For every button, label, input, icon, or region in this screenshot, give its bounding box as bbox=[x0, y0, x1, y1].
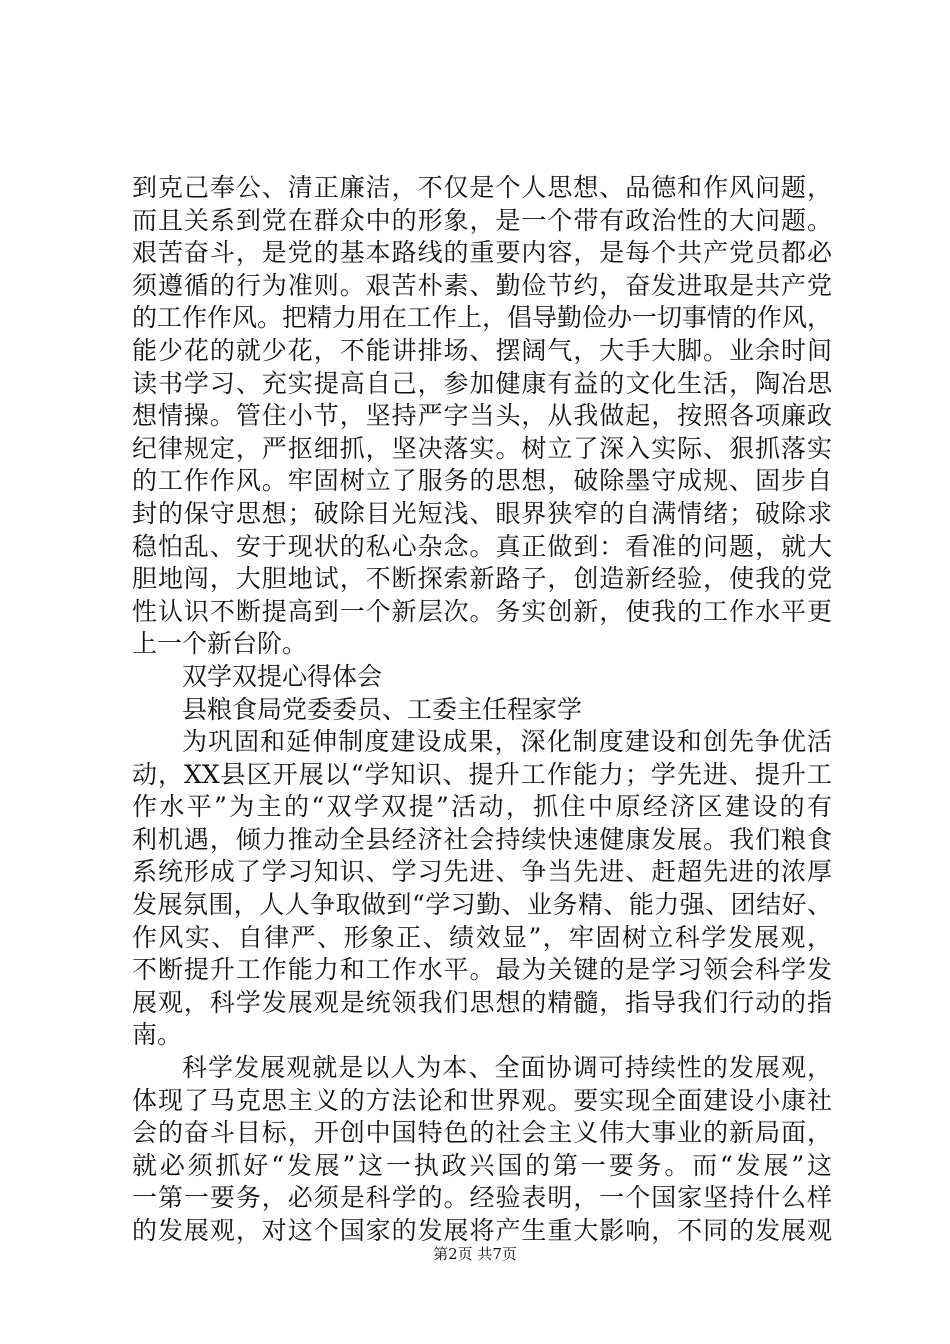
document-body bbox=[132, 172, 832, 1248]
text-line: 系统形成了学习知识、学习先进、争当先进、赶超先进的浓厚 bbox=[132, 857, 832, 887]
text-line: 而且关系到党在群众中的形象，是一个带有政治性的大问题。 bbox=[132, 205, 832, 235]
text-line: 的工作作风。把精力用在工作上，倡导勤俭办一切事情的作风， bbox=[132, 303, 833, 333]
text-line: 不断提升工作能力和工作水平。最为关键的是学习领会科学发 bbox=[132, 955, 832, 985]
text-line: 一第一要务，必须是科学的。经验表明，一个国家坚持什么样 bbox=[132, 1183, 832, 1213]
text-line: 利机遇，倾力推动全县经济社会持续快速健康发展。我们粮食 bbox=[132, 824, 832, 854]
text-line: 艰苦奋斗，是党的基本路线的重要内容，是每个共产党员都必 bbox=[132, 238, 832, 268]
text-line: 作风实、自律严、形象正、绩效显”，牢固树立科学发展观， bbox=[132, 922, 832, 952]
text-line: 会的奋斗目标，开创中国特色的社会主义伟大事业的新局面， bbox=[132, 1118, 832, 1148]
section-title: 双学双提心得体会 bbox=[182, 661, 383, 691]
text-line: 南。 bbox=[132, 1020, 183, 1050]
text-line: 就必须抓好“发展”这一执政兴国的第一要务。而“发展”这 bbox=[132, 1150, 832, 1180]
text-line: 动，XX县区开展以“学知识、提升工作能力；学先进、提升工 bbox=[132, 759, 832, 789]
text-line: 作水平”为主的“双学双提”活动，抓住中原经济区建设的有 bbox=[132, 792, 832, 822]
text-line: 到克己奉公、清正廉洁，不仅是个人思想、品德和作风问题， bbox=[132, 173, 832, 202]
text-line: 能少花的就少花，不能讲排场、摆阔气，大手大脚。业余时间 bbox=[132, 335, 832, 365]
text-line: 的工作作风。牢固树立了服务的思想，破除墨守成规、固步自 bbox=[132, 466, 832, 496]
text-line: 体现了马克思主义的方法论和世界观。要实现全面建设小康社 bbox=[132, 1085, 832, 1115]
text-line: 胆地闯，大胆地试，不断探索新路子，创造新经验，使我的党 bbox=[132, 564, 832, 594]
text-line: 想情操。管住小节，坚持严字当头，从我做起，按照各项廉政 bbox=[132, 401, 832, 431]
text-line: 稳怕乱、安于现状的私心杂念。真正做到：看准的问题，就大 bbox=[132, 531, 832, 561]
text-line: 读书学习、充实提高自己，参加健康有益的文化生活，陶冶思 bbox=[132, 368, 832, 398]
text-line: 为巩固和延伸制度建设成果，深化制度建设和创先争优活 bbox=[182, 727, 832, 757]
text-line: 发展氛围，人人争取做到“学习勤、业务精、能力强、团结好、 bbox=[132, 890, 832, 920]
author-line: 县粮食局党委委员、工委主任程家学 bbox=[182, 694, 583, 724]
text-line: 展观，科学发展观是统领我们思想的精髓，指导我们行动的指 bbox=[132, 987, 832, 1017]
text-line: 性认识不断提高到一个新层次。务实创新，使我的工作水平更 bbox=[132, 596, 832, 626]
text-line: 纪律规定，严抠细抓，坚决落实。树立了深入实际、狠抓落实 bbox=[132, 433, 832, 463]
page-footer: 第2页 共7页 bbox=[433, 1245, 517, 1263]
text-line: 科学发展观就是以人为本、全面协调可持续性的发展观， bbox=[182, 1053, 832, 1083]
text-line: 的发展观，对这个国家的发展将产生重大影响，不同的发展观 bbox=[132, 1216, 832, 1245]
text-line: 须遵循的行为准则。艰苦朴素、勤俭节约，奋发进取是共产党 bbox=[132, 270, 832, 300]
text-line: 上一个新台阶。 bbox=[132, 629, 308, 659]
text-line: 封的保守思想；破除目光短浅、眼界狭窄的自满情绪；破除求 bbox=[132, 498, 832, 528]
